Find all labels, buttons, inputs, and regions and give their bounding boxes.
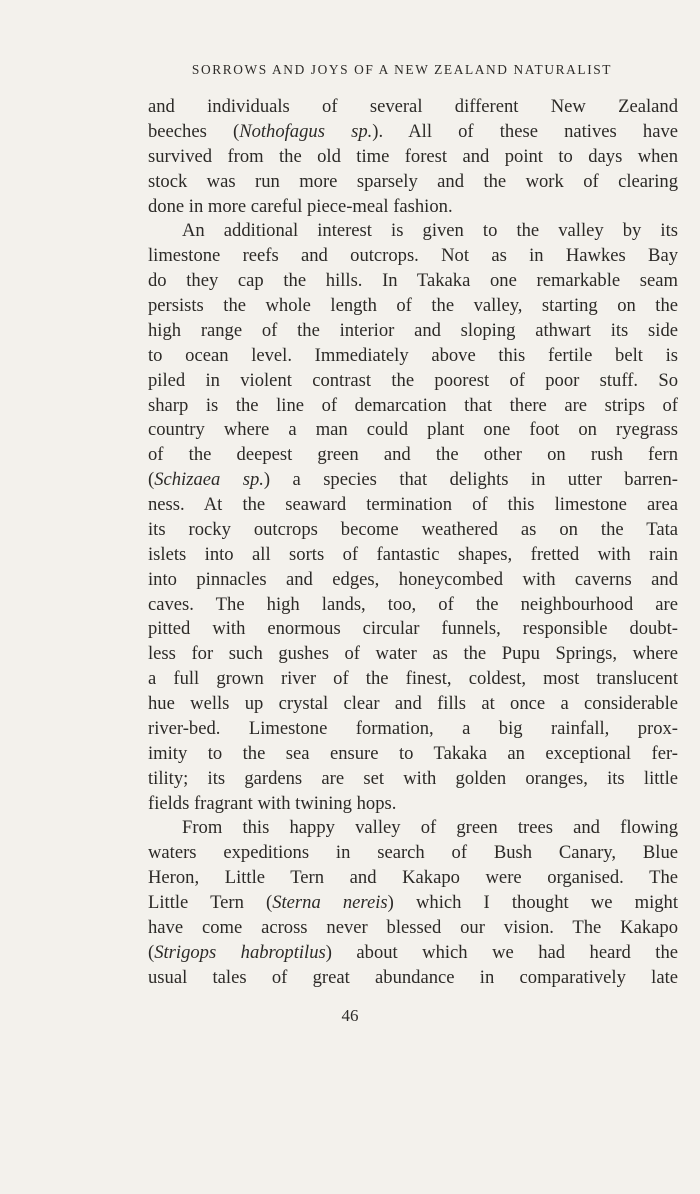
text-line bbox=[148, 145, 678, 170]
text-line bbox=[148, 493, 678, 518]
text-segment: tility; its gardens are set with golden oranges, its little bbox=[148, 767, 678, 789]
text-segment: of the deepest green and the other on rush fern bbox=[148, 444, 678, 466]
text-segment: From this happy valley of green trees and flowing bbox=[182, 817, 678, 839]
text-line bbox=[148, 244, 678, 269]
text-line bbox=[148, 891, 678, 916]
text-segment: hue wells up crystal clear and fills at once a considerable bbox=[148, 693, 678, 714]
text-segment: ( bbox=[148, 941, 155, 963]
text-segment: less for such gushes of water as the Pupu Springs, where bbox=[148, 643, 678, 665]
text-line bbox=[148, 418, 678, 443]
text-line bbox=[148, 717, 678, 742]
text-line bbox=[148, 344, 678, 369]
text-segment: to ocean level. Immediately above this fertile belt is bbox=[148, 344, 678, 366]
text-line bbox=[148, 369, 678, 394]
text-line bbox=[148, 95, 678, 120]
text-line bbox=[148, 319, 678, 344]
text-line bbox=[148, 941, 678, 966]
text-line bbox=[148, 568, 678, 593]
text-segment: An additional interest is given to the valley by its bbox=[182, 220, 678, 242]
text-segment: Little Tern ( bbox=[148, 892, 273, 913]
text-line bbox=[148, 816, 678, 841]
text-segment: done in more careful piece-meal fashion. bbox=[148, 195, 453, 217]
text-segment: ). All of these natives have bbox=[372, 120, 678, 142]
text-segment: imity to the sea ensure to Takaka an exceptional fer- bbox=[148, 742, 678, 764]
text-segment: usual tales of great abundance in comparatively late bbox=[148, 966, 678, 988]
text-line bbox=[148, 443, 678, 468]
text-segment: survived from the old time forest and point to days when bbox=[148, 145, 678, 167]
text-line bbox=[148, 195, 678, 220]
page-number: 46 bbox=[341, 1006, 359, 1025]
running-head: SORROWS AND JOYS OF A NEW ZEALAND NATURALIST bbox=[191, 62, 613, 77]
text-segment: piled in violent contrast the poorest of poor stuff. So bbox=[148, 369, 678, 391]
text-line bbox=[148, 642, 678, 667]
text-line bbox=[148, 667, 678, 692]
italic-species-name: Schizaea sp. bbox=[154, 469, 264, 491]
text-segment: have come across never blessed our vision. The Kakapo bbox=[148, 916, 678, 938]
text-segment: ness. At the seaward termination of this limestone area bbox=[148, 494, 678, 515]
text-segment: river-bed. Limestone formation, a big rainfall, prox- bbox=[148, 717, 678, 739]
text-line bbox=[148, 593, 678, 618]
text-segment: ( bbox=[148, 469, 155, 491]
text-line bbox=[148, 543, 678, 568]
text-line bbox=[148, 219, 678, 244]
text-segment: persists the whole length of the valley, starting on the bbox=[148, 295, 678, 316]
text-line bbox=[148, 468, 678, 493]
text-segment: ) which I thought we might bbox=[387, 892, 679, 913]
text-line bbox=[148, 792, 678, 817]
text-segment: waters expeditions in search of Bush Canary, Blue bbox=[148, 842, 678, 864]
text-segment: pitted with enormous circular funnels, responsible doubt- bbox=[148, 618, 678, 640]
text-segment: stock was run more sparsely and the work of clearing bbox=[148, 170, 678, 192]
text-line bbox=[148, 742, 678, 767]
text-segment: Heron, Little Tern and Kakapo were organised. The bbox=[148, 867, 678, 889]
text-segment: its rocky outcrops become weathered as on the Tata bbox=[148, 518, 678, 540]
text-line bbox=[148, 269, 678, 294]
text-line bbox=[148, 966, 678, 991]
text-line bbox=[148, 692, 678, 717]
text-segment: beeches ( bbox=[148, 120, 240, 142]
italic-species-name: Sterna nereis bbox=[272, 892, 388, 913]
text-line bbox=[148, 767, 678, 792]
body-text bbox=[148, 95, 678, 991]
text-line bbox=[148, 841, 678, 866]
text-segment: ) a species that delights in utter barren- bbox=[263, 469, 678, 491]
text-segment: caves. The high lands, too, of the neighbourhood are bbox=[148, 593, 678, 615]
text-segment: limestone reefs and outcrops. Not as in Hawkes Bay bbox=[148, 245, 678, 267]
text-line bbox=[148, 518, 678, 543]
text-segment: do they cap the hills. In Takaka one remarkable seam bbox=[148, 270, 678, 292]
text-segment: country where a man could plant one foot on ryegrass bbox=[148, 419, 678, 441]
text-segment: sharp is the line of demarcation that there are strips of bbox=[148, 394, 678, 416]
text-segment: a full grown river of the finest, coldest, most translucent bbox=[148, 668, 678, 690]
text-line bbox=[148, 866, 678, 891]
text-segment: fields fragrant with twining hops. bbox=[148, 792, 397, 814]
text-segment: ) about which we had heard the bbox=[325, 941, 679, 963]
text-segment: and individuals of several different New Zealand bbox=[148, 96, 678, 117]
text-segment: islets into all sorts of fantastic shapes, fretted with rain bbox=[148, 543, 678, 565]
text-line bbox=[148, 120, 678, 145]
text-line bbox=[148, 617, 678, 642]
italic-species-name: Strigops habroptilus bbox=[154, 941, 326, 963]
italic-species-name: Nothofagus sp. bbox=[239, 120, 373, 142]
text-line bbox=[148, 294, 678, 319]
text-line bbox=[148, 916, 678, 941]
text-line bbox=[148, 394, 678, 419]
text-segment: into pinnacles and edges, honeycombed with caverns and bbox=[148, 568, 678, 590]
text-line bbox=[148, 170, 678, 195]
text-segment: high range of the interior and sloping athwart its side bbox=[148, 319, 678, 341]
